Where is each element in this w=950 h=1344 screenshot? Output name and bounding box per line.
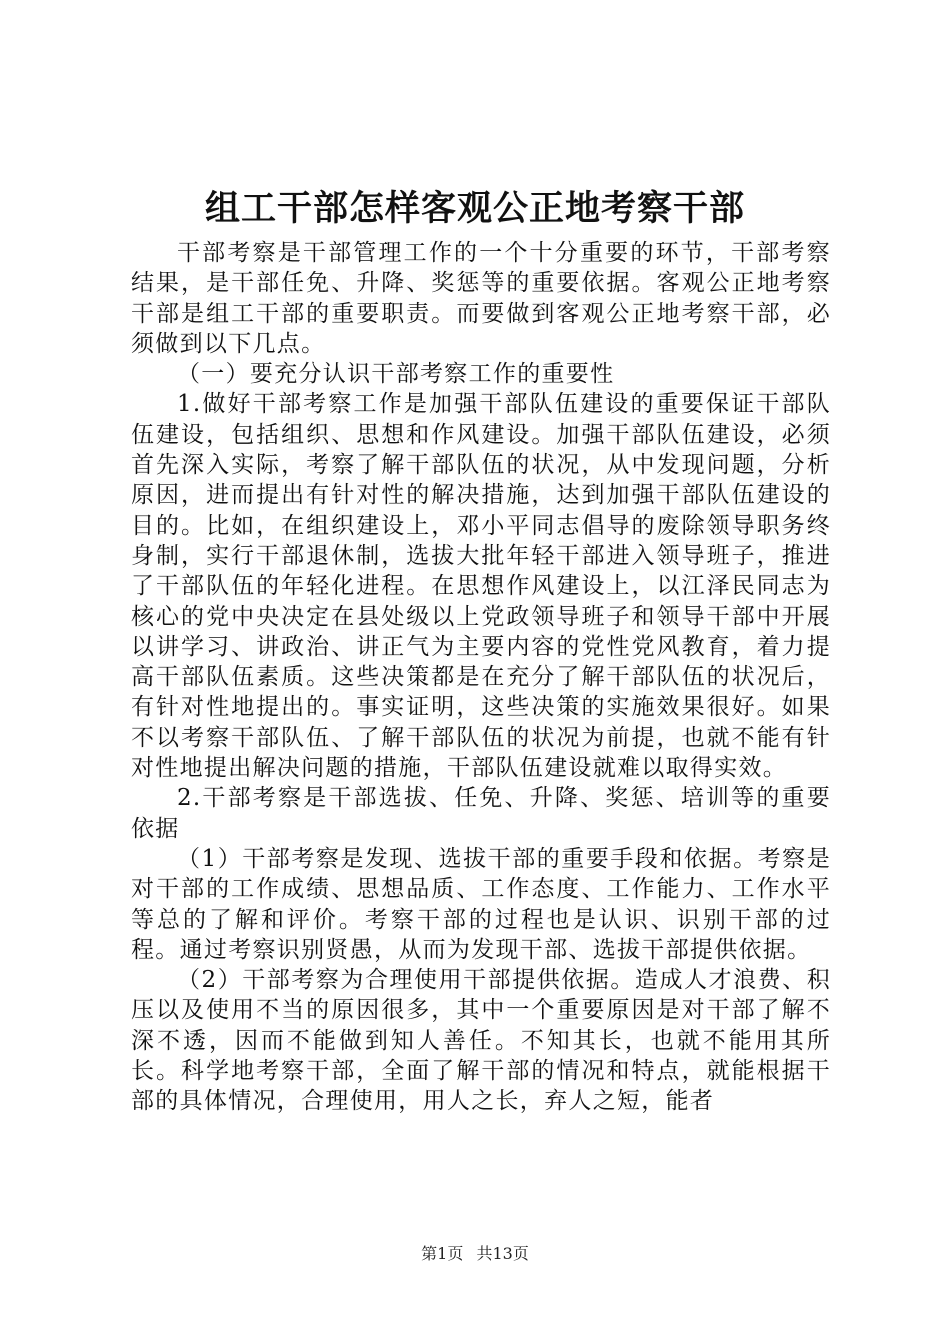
paragraph-intro: 干部考察是干部管理工作的一个十分重要的环节，干部考察结果，是干部任免、升降、奖惩等的重要依据。客观公正地考察干部是组工干部的重要职责。而要做到客观公正地考察干部，必须做到以下几点。 (131, 240, 831, 357)
document-body (131, 238, 831, 1117)
page-total: 共13页 (476, 1244, 529, 1263)
document-title: 组工干部怎样客观公正地考察干部 (204, 188, 745, 229)
section-heading-1: （一）要充分认识干部考察工作的重要性 (177, 361, 615, 388)
paragraph-point-2-heading: 2.干部考察是干部选拔、任免、升降、奖惩、培训等的重要依据 (131, 785, 831, 842)
page-number: 第1页 (421, 1244, 464, 1263)
paragraph-subpoint-2: （2）干部考察为合理使用干部提供依据。造成人才浪费、积压以及使用不当的原因很多，其中一个重要原因是对干部了解不深不透，因而不能做到知人善任。不知其长，也就不能用其所长。科学地考察干部，全面了解干部的情况和特点，就能根据干部的具体情况，合理使用，用人之长，弃人之短，能者 (131, 967, 831, 1115)
page-footer (0, 1244, 950, 1264)
paragraph-point-1: 1.做好干部考察工作是加强干部队伍建设的重要保证干部队伍建设，包括组织、思想和作风建设。加强干部队伍建设，必须首先深入实际，考察了解干部队伍的状况，从中发现问题，分析原因，进而提出有针对性的解决措施，达到加强干部队伍建设的目的。比如，在组织建设上，邓小平同志倡导的废除领导职务终身制，实行干部退休制，选拔大批年轻干部进入领导班子，推进了干部队伍的年轻化进程。在思想作风建设上，以江泽民同志为核心的党中央决定在县处级以上党政领导班子和领导干部中开展以讲学习、讲政治、讲正气为主要内容的党性党风教育，着力提高干部队伍素质。这些决策都是在充分了解干部队伍的状况后，有针对性地提出的。事实证明，这些决策的实施效果很好。如果不以考察干部队伍、了解干部队伍的状况为前提，也就不能有针对性地提出解决问题的措施，干部队伍建设就难以取得实效。 (131, 391, 831, 782)
paragraph-subpoint-1: （1）干部考察是发现、选拔干部的重要手段和依据。考察是对干部的工作成绩、思想品质、工作态度、工作能力、工作水平等总的了解和评价。考察干部的过程也是认识、识别干部的过程。通过考察识别贤愚，从而为发现干部、选拔干部提供依据。 (131, 845, 831, 963)
